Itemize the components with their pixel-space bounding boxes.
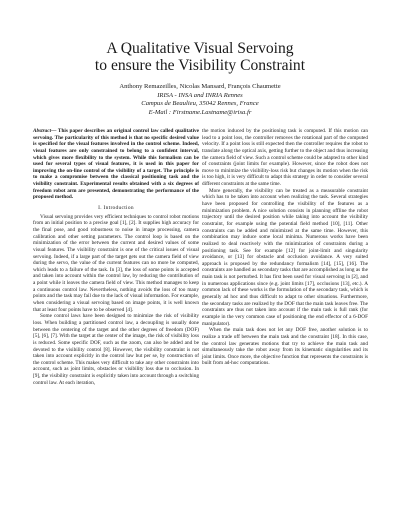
author-names: Anthony Remazeilles, Nicolas Mansard, François Chaumette <box>119 83 281 90</box>
paragraph: Some control laws have been designed to minimize the risk of visibility loss. When building a partitioned control law, a decoupling is usually done between the centering of the target and the other degrees of freedom (DOF) [5], [6], [7]. With the target at the center of the image, the risk of visibility loss is reduced. Some specific DOF, such as the zoom, can also be added and be devoted to the visibility control [8]. However, the visibility constraint is not taken into account explicitly in the control law but per se, by construction of the control scheme. This makes very difficult to take any other constraints into account, such as joint limits, obstacles or visibility loss due to occlusion. In [9], the visibility constraint is explicitly taken into account through a switching control law. At each iteration, <box>33 313 199 386</box>
author-email: E-Mail : Firstname.Lastname@irisa.fr <box>148 108 252 116</box>
abstract <box>33 128 199 201</box>
abstract-label: Abstract <box>33 128 52 134</box>
paragraph: More generally, the visibility can be treated as a measurable constraint which has to be taken into account when realizing the task. Several strategies have been proposed for controlling the visibility of the features as a minimization problem. A nice solution consists in planning offline the robot trajectory until the desired position while taking into account the visibility constraint, for example using the potential field method [10], [11]. Other constraints can be added and minimized at the same time. However, this combination may induce some local minima. Numerous works have been realized to deal reactively with the minimization of constraints during a positioning task. See for example [12] for joint-limit and singularity avoidance, or [13] for obstacle and occlusion avoidance. A very suited approach is proposed by the redundancy formalism [14], [15], [16]. The constraints are handled as secondary tasks that are accomplished as long as the main task is not perturbed. It has first been used for visual servoing in [2], and in numerous applications since (e.g. joint limits [17], occlusions [13], etc.). A common lack of these works is the formulation of the secondary task, which is generally ad hoc and thus difficult to adapt to other situations. Furthermore, the secondary tasks are realized by the DOF that the main task leaves free. The constraints are thus not taken into account if the main task is full rank (for example in the very common case of positioning the end effector of a 6-DOF manipulator). <box>202 187 368 327</box>
paragraph: the motion induced by the positioning task is computed. If this motion can lead to a point loss, the controller removes the rotational part of the computed velocity. If a point loss is still expected then the controller requires the robot to translate along the optical axis, getting further to the object and thus increasing the camera field of view. Such a control scheme could be adapted to other kind of constraints (joint limits for example). However, since the robot does not move to minimize the visibility-loss risk but changes its motion when the risk is too high, it is very difficult to adapt this strategy in order to consider several different constraints at the same time. <box>202 128 368 188</box>
section-heading-introduction: I. Introduction <box>98 205 134 212</box>
right-column <box>202 128 368 367</box>
paragraph: When the main task does not let any DOF free, another solution is to realize a trade off between the main task and the constraint [18]. In this case, the control law generates motions that try to achieve the main task and simultaneously take the robot away from its kinematic singularities and its joint limits. Once more, the objective function that represents the constraints is built from ad-hoc computations. <box>202 327 368 367</box>
author-block <box>0 83 400 117</box>
paper-title <box>0 40 400 74</box>
title-line-2: to ensure the Visibility Constraint <box>94 57 306 74</box>
affiliation-2: Campus de Beaulieu, 35042 Rennes, France <box>141 100 259 108</box>
affiliation-1: IRISA - INSA and INRIA Rennes <box>157 91 243 99</box>
paragraph: Visual servoing provides very efficient techniques to control robot motions from an initial position to a precise goal [1], [2]. It supplies high accuracy for the final pose, and good robustness to noise in image processing, camera calibration and other setting parameters. The control loop is based on the minimization of the error between the current and desired values of some visual features. The visibility constraint is one of the critical issues of visual servoing. Indeed, if a large part of the target gets out the camera field of view during the servo, the value of the current features can no more be computed, which leads to a failure of the task. In [3], the loss of some points is accepted and taken into account within the control law, by reducing the contribution of a point while it leaves the camera field of view. This method manages to keep a continuous control law. Nevertheless, nothing avoids the loss of too many points and the task may fail due to the lack of visual information. For example, when considering a visual servoing based on image points, it is well known that at least four points have to be observed [4]. <box>33 213 199 313</box>
abstract-text: — This paper describes an original control law called qualitative servoing. The particularity of this method is that no specific desired value is specified for the visual features involved in the control scheme. Indeed, visual features are only constrained to belong to a confident interval, which gives more flexibility to the system. While this formalism can be used for several types of visual features, it is used in this paper for improving the on-line control of the visibility of a target. The principle is to make a compromise between the classical positioning task and the visibility constraint. Experimental results obtained with a six degrees of freedom robot arm are presented, demonstrating the performance of the proposed method. <box>33 128 199 201</box>
left-column <box>33 128 199 386</box>
title-line-1: A Qualitative Visual Servoing <box>106 40 294 57</box>
